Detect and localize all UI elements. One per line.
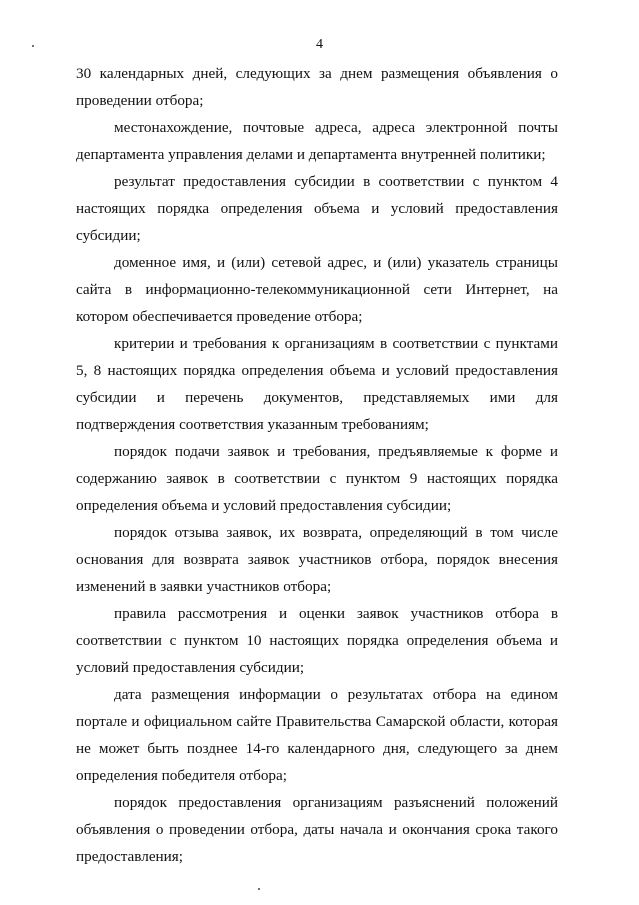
paragraph-3: результат предоставления субсидии в соответствии с пунктом 4 настоящих порядка определения объема и условий предоставления субсидии;	[76, 173, 558, 244]
paragraph-6: порядок подачи заявок и требования, предъявляемые к форме и содержанию заявок в соответствии с пунктом 9 настоящих порядка определения объема и условий предоставления субсидии;	[76, 443, 558, 514]
paragraph-4: доменное имя, и (или) сетевой адрес, и (или) указатель страницы сайта в информационно-телекоммуникационной сети Интернет, на котором обеспечивается проведение отбора;	[76, 254, 558, 325]
paragraph-5: критерии и требования к организациям в соответствии с пунктами 5, 8 настоящих порядка определения объема и условий предоставления субсидии и перечень документов, представляемых ими для подтверждения соответствия указанным требованиям;	[76, 335, 558, 433]
paragraph-2: местонахождение, почтовые адреса, адреса электронной почты департамента управления делами и департамента внутренней политики;	[76, 119, 558, 163]
page-number: 4	[316, 37, 323, 52]
document-body	[76, 60, 558, 870]
paragraph-10: порядок предоставления организациям разъяснений положений объявления о проведении отбора, даты начала и окончания срока такого предоставления;	[76, 794, 558, 865]
scan-speck	[32, 45, 34, 47]
paragraph-1: 30 календарных дней, следующих за днем размещения объявления о проведении отбора;	[76, 65, 558, 109]
paragraph-9: дата размещения информации о результатах отбора на едином портале и официальном сайте Правительства Самарской области, которая не может быть позднее 14-го календарного дня, следующего за днем определения победителя отбора;	[76, 686, 558, 784]
paragraph-8: правила рассмотрения и оценки заявок участников отбора в соответствии с пунктом 10 настоящих порядка определения объема и условий предоставления субсидии;	[76, 605, 558, 676]
scan-speck	[258, 888, 260, 890]
paragraph-7: порядок отзыва заявок, их возврата, определяющий в том числе основания для возврата заявок участников отбора, порядок внесения изменений в заявки участников отбора;	[76, 524, 558, 595]
